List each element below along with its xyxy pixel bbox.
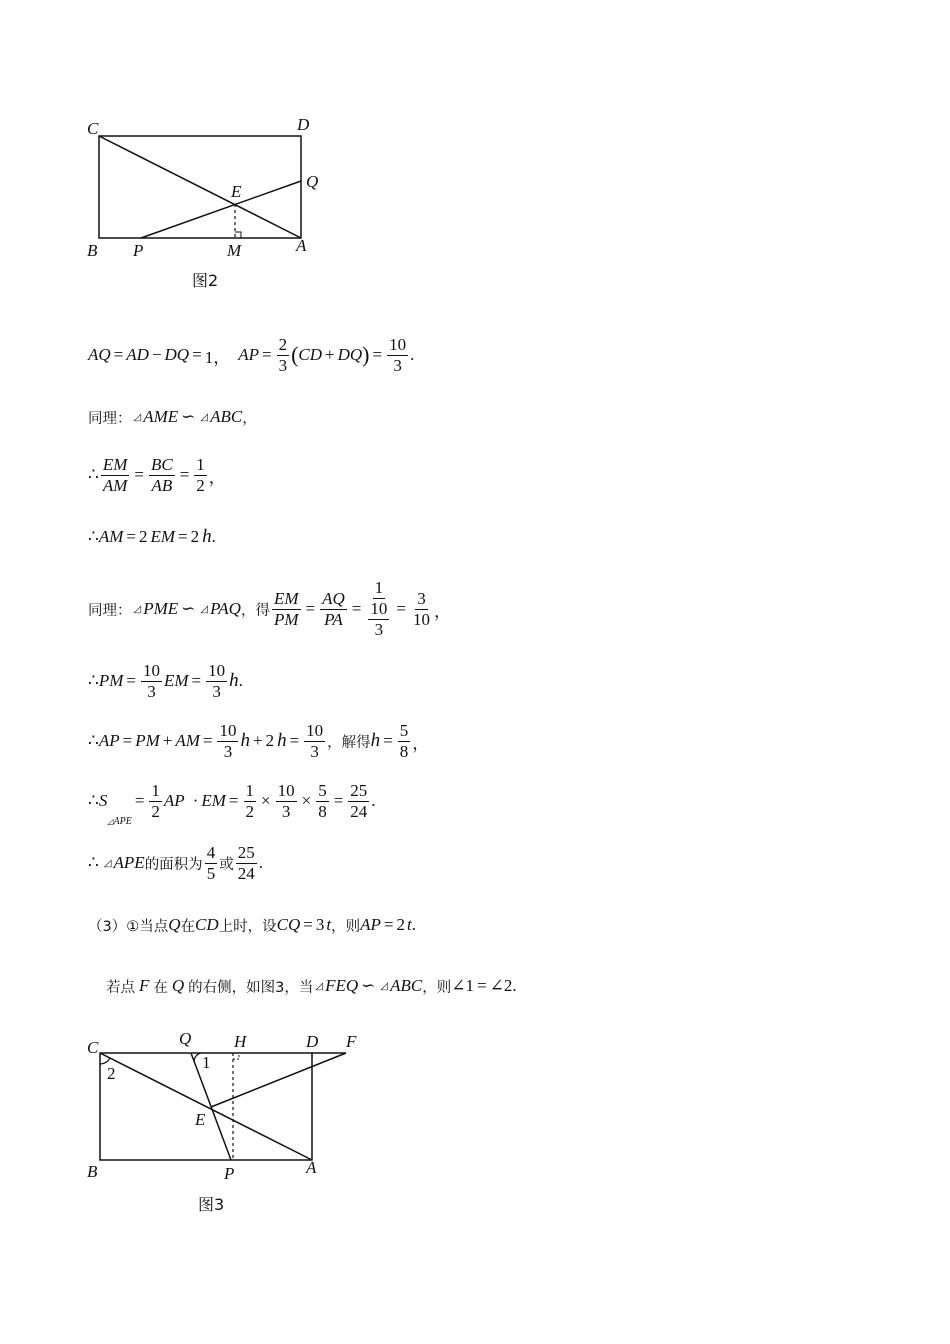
label-e: E [231,182,242,201]
text-1: 1， [204,347,231,367]
label-d-3: D [306,1032,319,1051]
angle-1-arc [194,1053,201,1062]
fraction-10-3: $\frac{10}{3}$ [389,334,407,375]
figure-3-caption: 图3 [198,1195,225,1214]
label-b: B [87,241,98,260]
label-m: M [227,241,242,260]
label-q: Q [306,172,319,191]
text-dq: DQ [164,345,190,364]
equation-line-10: （3）①当点 Q 在 CD 上时，设 CQ = 3 t ，则 AP = 2 t . [88,915,416,935]
label-2-3: 2 [107,1064,116,1083]
equation-line-4: ∴ AM = 2 EM = 2 h . [88,526,216,547]
equation-line-6: ∴ PM = $\frac{10}{3}$ EM = $\frac{10}{3}$ h . [88,660,243,701]
label-c: C [87,119,99,138]
segment-ef [211,1053,346,1107]
figure-2-caption: 图2 [192,271,219,290]
figure-3 [0,1020,950,1270]
figure-2 [0,0,950,300]
text-ad: AD [126,345,149,364]
text-ap: AP [238,345,259,364]
diagonal-ca [99,136,301,238]
equation-line-5: 同理： ◿ PME ∽ ◿ PAQ ，得 $\frac{EM}{PM}$ = $\frac{AQ}{PA}$ = $\frac{1}{\frac{10}{3}}$ = $\frac{3}{10}$ ， [88,578,451,639]
label-1-3: 1 [202,1053,211,1072]
segment-pq [141,181,301,238]
fraction-2-3: $\frac{2}{3}$ [278,334,288,375]
label-c-3: C [87,1038,99,1057]
label-p-3: P [224,1164,235,1183]
equation-line-2: 同理： ◿ AME ∽ ◿ ABC ， [88,407,257,427]
label-a: A [296,236,307,255]
right-angle-mark-h [233,1053,239,1059]
equation-line-9: ∴ ◿ APE 的面积为 $\frac{4}{5}$ 或 $\frac{25}{24}$ . [88,842,263,883]
label-d: D [297,115,310,134]
equation-line-1: AQ = AD − DQ = 1， AP = $\frac{2}{3}$ ( CD + DQ ) = $\frac{10}{3}$ . [88,334,415,375]
label-f-3: F [346,1032,357,1051]
label-b-3: B [87,1162,98,1181]
equation-line-11: 若点 F 在 Q 的右侧，如图3，当 ◿ FEQ ∽ ◿ ABC ，则 ∠ 1 = ∠ 2 . [106,976,517,996]
label-p: P [133,241,144,260]
label-a-3: A [306,1158,317,1177]
label-h-3: H [234,1032,247,1051]
text-aq: AQ [88,345,111,364]
label-q-3: Q [179,1029,192,1048]
equation-line-8: ∴ S ◿APE = $\frac{1}{2}$ AP · EM = $\frac{1}{2}$ × $\frac{10}{3}$ × $\frac{5}{8}$ = $\frac{25}{24}$ . [88,780,376,827]
label-e-3: E [195,1110,206,1129]
equation-line-3: ∴ $\frac{EM}{AM}$ = $\frac{BC}{AB}$ = $\frac{1}{2}$ ， [88,454,226,495]
right-angle-mark [235,232,241,238]
equation-line-7: ∴ AP = PM + AM = $\frac{10}{3}$ h + 2 h = $\frac{10}{3}$ ，解得 h = $\frac{5}{8}$ ， [88,720,430,761]
